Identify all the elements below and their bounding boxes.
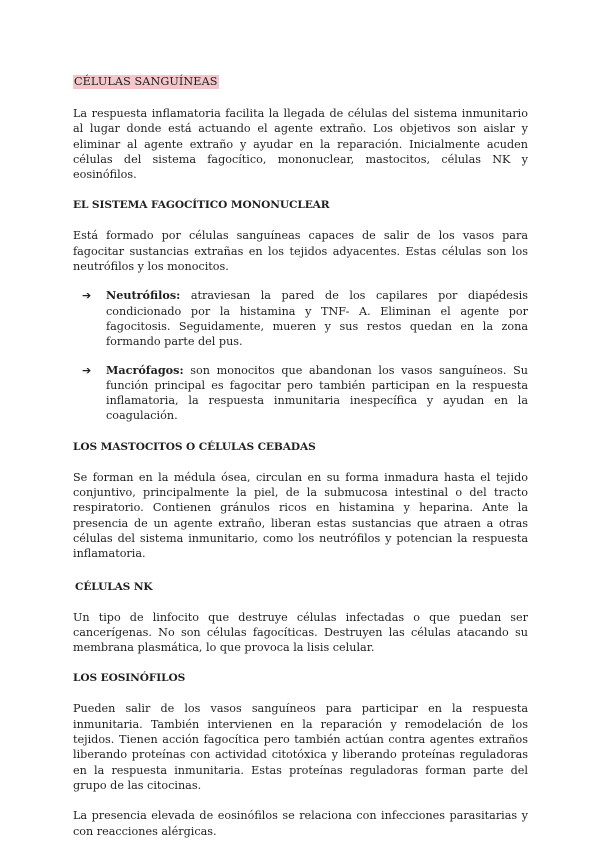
list-item-macrofagos xyxy=(82,363,528,424)
arrow-right-icon: ➔ xyxy=(82,363,92,377)
heading-mastocitos: LOS MASTOCITOS O CÉLULAS CEBADAS xyxy=(73,440,316,453)
desc-neutrofilos: atraviesan la pared de los capilares por diapédesis condicionado por la histamina y TNF- A. Eliminan el agente por fagocitosis. Seguidamente, mueren y sus restos quedan en la zona formando parte del pus. xyxy=(106,289,528,349)
term-neutrofilos: Neutrófilos: xyxy=(106,288,181,303)
eosinofilos-paragraph-2: La presencia elevada de eosinófilos se relaciona con infecciones parasitarias y con reacciones alérgicas. xyxy=(73,809,528,838)
document-title: CÉLULAS SANGUÍNEAS xyxy=(74,75,218,88)
list-item-neutrofilos xyxy=(82,288,528,349)
term-macrofagos: Macrófagos: xyxy=(106,362,184,377)
heading-eosinofilos: LOS EOSINÓFILOS xyxy=(73,672,186,685)
intro-paragraph: La respuesta inflamatoria facilita la llegada de células del sistema inmunitario al lugar donde está actuando el agente extraño. Los objetivos son aislar y eliminar al agente extraño y ayudar en la reparación. Inicialmente acuden células del sistema fagocítico, mononuclear, mastocitos, células NK y eosinófilos. xyxy=(73,107,528,182)
cell-type-list xyxy=(73,288,528,423)
desc-macrofagos: son monocitos que abandonan los vasos sanguíneos. Su función principal es fagocitar pero también participan en la respuesta inflamatoria, la respuesta inmunitaria inespecífica y ayudan en la coagulación. xyxy=(106,363,528,423)
nk-paragraph: Un tipo de linfocito que destruye células infectadas o que puedan ser cancerígenas. No son células fagocíticas. Destruyen las células atacando su membrana plasmática, lo que provoca la lisis celular. xyxy=(73,610,528,655)
fagocitico-paragraph: Está formado por células sanguíneas capaces de salir de los vasos para fagocitar sustancias extrañas en los tejidos adyacentes. Estas células son los neutrófilos y los monocitos. xyxy=(73,229,528,274)
heading-nk: CÉLULAS NK xyxy=(75,580,153,593)
heading-fagocitico: EL SISTEMA FAGOCÍTICO MONONUCLEAR xyxy=(73,199,330,212)
eosinofilos-paragraph: Pueden salir de los vasos sanguíneos para participar en la respuesta inmunitaria. También intervienen en la reparación y remodelación de los tejidos. Tienen acción fagocítica pero también actúan contra agentes extraños liberando proteínas con actividad citotóxica y liberando proteínas reguladoras en la respuesta inmunitaria. Estas proteínas reguladoras forman parte del grupo de las citocinas. xyxy=(73,702,528,792)
mastocitos-paragraph: Se forman en la médula ósea, circulan en su forma inmadura hasta el tejido conjuntivo, principalmente la piel, de la submucosa intestinal o del tracto respiratorio. Contienen gránulos ricos en histamina y heparina. Ante la presencia de un agente extraño, liberan estas sustancias que atraen a otras células del sistema inmunitario, como los neutrófilos y potencian la respuesta inflamatoria. xyxy=(73,470,528,561)
arrow-right-icon: ➔ xyxy=(82,289,92,303)
